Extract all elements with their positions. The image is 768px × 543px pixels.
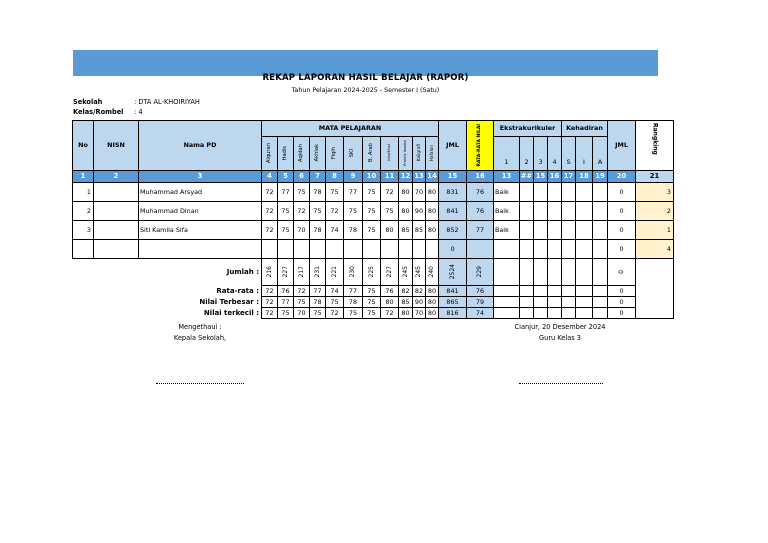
ekstra-spacer-3 [534,137,548,154]
summary-label: Nilai Terbesar : [199,297,259,306]
left-signature-block [150,323,250,342]
student-ekstra: Baik [494,221,520,240]
student-no: 2 [73,202,94,221]
grades-table [72,120,674,319]
column-number: 6 [294,171,310,183]
student-row [73,183,674,202]
summary-empty [593,308,608,319]
summary-ranking-empty [636,259,674,319]
summary-empty [548,297,562,308]
header-subject-ski: SKI [344,137,363,171]
student-hadir [576,221,593,240]
student-score: 74 [326,221,344,240]
student-score: 72 [381,183,399,202]
student-ekstra [520,221,534,240]
summary-empty [534,308,548,319]
student-nisn [94,221,139,240]
summary-value: 75 [363,297,381,308]
summary-value: 77 [344,286,363,297]
hadir-spacer-a [593,137,608,154]
summary-value: 75 [363,286,381,297]
right-sig-line1: Cianjur, 20 Desember 2024 [514,323,606,331]
summary-empty [562,297,576,308]
column-number: 9 [344,171,363,183]
student-name: Muhammad Dinan [139,202,262,221]
student-jml: 0 [439,240,467,259]
student-nisn [94,183,139,202]
student-score: 70 [413,183,426,202]
student-hadir [576,240,593,259]
summary-value: 245 [413,259,426,286]
student-score [344,240,363,259]
header-jml2: JML [608,121,636,171]
summary-value: 77 [310,286,326,297]
summary-empty [520,286,534,297]
summary-value: 72 [262,286,278,297]
summary-value: 78 [310,297,326,308]
student-score: 85 [399,221,413,240]
summary-empty [520,259,534,286]
student-score: 75 [363,183,381,202]
summary-row-rata [73,286,674,297]
report-title: REKAP LAPORAN HASIL BELAJAR (RAPOR) [262,73,469,83]
student-name: Siti Kamila Sifa [139,221,262,240]
student-score [278,240,294,259]
summary-label: Rata-rata : [216,286,259,295]
header-no: No [73,121,94,171]
student-score [363,240,381,259]
student-score: 75 [381,202,399,221]
column-number-row [73,171,674,183]
summary-value: 72 [326,308,344,319]
student-score [381,240,399,259]
hadir-spacer-s [562,137,576,154]
student-score [413,240,426,259]
summary-row-min [73,308,674,319]
student-score [426,240,439,259]
student-score: 75 [310,202,326,221]
column-number: 15 [534,171,548,183]
student-score: 80 [426,221,439,240]
summary-empty [520,297,534,308]
summary-empty [494,308,520,319]
student-score: 80 [399,183,413,202]
summary-value: 80 [426,297,439,308]
student-ekstra [534,183,548,202]
student-score: 90 [413,202,426,221]
student-name: Muhammad Arsyad [139,183,262,202]
summary-jml2: 0 [608,297,636,308]
header-ekstrakurikuler: Ekstrakurikuler [494,121,562,137]
summary-empty [494,286,520,297]
student-hadir [593,202,608,221]
student-row [73,221,674,240]
student-average: 76 [467,202,494,221]
header-ekstra-1: 1 [494,154,520,171]
ekstra-spacer-4 [548,137,562,154]
summary-jml2: 0 [608,259,636,286]
student-ekstra [534,240,548,259]
right-sig-line2: Guru Kelas 3 [539,334,581,342]
summary-average: 74 [467,308,494,319]
summary-value: 231 [310,259,326,286]
summary-jml: 2524 [439,259,467,286]
summary-value: 77 [278,297,294,308]
header-subject-kaligrafi: Kaligrafi [413,137,426,171]
ekstra-spacer-2 [520,137,534,154]
student-score: 77 [278,183,294,202]
student-hadir [562,202,576,221]
student-jml2: 0 [608,183,636,202]
student-ranking: 2 [636,202,674,221]
student-no: 1 [73,183,94,202]
student-ekstra [548,183,562,202]
summary-value: 75 [326,297,344,308]
column-number: 20 [608,171,636,183]
student-ekstra [520,202,534,221]
header-subject-hadis: Hadis [278,137,294,171]
summary-jml2: 0 [608,286,636,297]
column-number: 4 [262,171,278,183]
summary-empty [548,286,562,297]
student-average [467,240,494,259]
column-number: 10 [363,171,381,183]
summary-value: 70 [413,308,426,319]
column-number: 2 [94,171,139,183]
student-ekstra [548,221,562,240]
header-subject-akhlak: Akhlak [310,137,326,171]
student-hadir [562,183,576,202]
student-row [73,240,674,259]
student-no: 3 [73,221,94,240]
student-ekstra [494,240,520,259]
student-row [73,202,674,221]
summary-value: 85 [399,297,413,308]
student-ekstra [520,240,534,259]
summary-value: 75 [278,308,294,319]
summary-value: 70 [294,308,310,319]
column-number: 16 [467,171,494,183]
student-score: 80 [381,221,399,240]
student-ekstra [520,183,534,202]
summary-value: 75 [294,297,310,308]
class-value: : 4 [134,108,143,116]
student-jml: 841 [439,202,467,221]
hadir-spacer-i [576,137,593,154]
summary-value: 74 [326,286,344,297]
column-number: 5 [278,171,294,183]
summary-empty [593,286,608,297]
student-jml: 831 [439,183,467,202]
summary-value: 217 [294,259,310,286]
student-score: 72 [326,202,344,221]
student-score: 72 [262,183,278,202]
summary-value: 227 [278,259,294,286]
column-number: 13 [494,171,520,183]
summary-value: 80 [399,308,413,319]
summary-empty [534,286,548,297]
column-number: 7 [310,171,326,183]
class-info [73,108,143,116]
column-number: 1 [73,171,94,183]
summary-value: 225 [363,259,381,286]
summary-empty [548,308,562,319]
summary-empty [548,259,562,286]
summary-average: 76 [467,286,494,297]
summary-jml2: 0 [608,308,636,319]
student-score: 78 [344,221,363,240]
student-ekstra [548,240,562,259]
column-number: 13 [413,171,426,183]
column-number: 17 [562,171,576,183]
summary-value: 75 [310,308,326,319]
student-ranking: 4 [636,240,674,259]
header-hadir-a: A [593,154,608,171]
summary-value: 230 [344,259,363,286]
summary-label: Nilai terkecil : [203,308,259,317]
column-number: 8 [326,171,344,183]
summary-average: 79 [467,297,494,308]
student-ranking: 3 [636,183,674,202]
student-hadir [576,202,593,221]
summary-row-max [73,297,674,308]
summary-value: 80 [381,297,399,308]
student-score: 70 [294,221,310,240]
student-hadir [576,183,593,202]
student-ekstra: Baik [494,183,520,202]
student-score: 72 [294,202,310,221]
header-mata-pelajaran: MATA PELAJARAN [262,121,439,137]
summary-value: 72 [294,286,310,297]
header-ekstra-4: 4 [548,154,562,171]
report-subtitle: Tahun Pelajaran 2024-2025 - Semester I (Satu) [291,87,440,94]
student-score: 72 [262,202,278,221]
summary-empty [593,297,608,308]
summary-empty [534,297,548,308]
header-ekstra-2: 2 [520,154,534,171]
student-score [262,240,278,259]
header-hadir-s: S [562,154,576,171]
right-signature-block [500,323,620,342]
student-jml2: 0 [608,240,636,259]
header-rata-rata: RATA-RATA NILAI [467,121,494,171]
header-subject-praktik: Praktik Ibadah [399,137,413,171]
summary-empty [494,259,520,286]
student-score: 75 [294,183,310,202]
student-score [294,240,310,259]
left-sig-line1: Mengethaui : [178,323,222,331]
summary-value: 240 [426,259,439,286]
summary-empty [576,286,593,297]
summary-label: Jumlah : [226,267,259,276]
student-score: 75 [278,202,294,221]
header-nama: Nama PD [139,121,262,171]
summary-empty [562,308,576,319]
student-ekstra: Baik [494,202,520,221]
summary-value: 75 [363,308,381,319]
student-score [310,240,326,259]
student-average: 76 [467,183,494,202]
student-score: 80 [426,183,439,202]
summary-empty [562,286,576,297]
header-subject-aqidah: Aqidah [294,137,310,171]
column-number: 11 [381,171,399,183]
summary-value: 221 [326,259,344,286]
student-score: 78 [310,221,326,240]
header-subject-fiqih: Fiqih [326,137,344,171]
student-score: 80 [399,202,413,221]
summary-empty [576,259,593,286]
left-signature-line [156,383,244,384]
summary-value: 78 [344,297,363,308]
summary-value: 72 [262,308,278,319]
student-nisn [94,202,139,221]
column-number: 15 [439,171,467,183]
column-number: 14 [426,171,439,183]
student-hadir [562,221,576,240]
school-value: : DTA AL-KHOIRIYAH [134,98,200,106]
school-info [73,98,200,106]
summary-empty [520,308,534,319]
left-sig-line2: Kepala Sekolah, [173,334,227,342]
header-subject-b-arab: B. Arab [363,137,381,171]
student-ekstra [534,221,548,240]
summary-average: 229 [467,259,494,286]
column-number: 19 [593,171,608,183]
student-ekstra [534,202,548,221]
student-ranking: 1 [636,221,674,240]
summary-jml: 816 [439,308,467,319]
header-kehadiran: Kehadiran [562,121,608,137]
summary-value: 76 [381,286,399,297]
class-label: Kelas/Rombel [73,108,124,116]
header-nisn: NISN [94,121,139,171]
summary-value: 72 [381,308,399,319]
school-label: Sekolah [73,98,103,106]
summary-value: 216 [262,259,278,286]
student-score [399,240,413,259]
summary-empty [576,297,593,308]
header-hadir-i: I [576,154,593,171]
student-jml2: 0 [608,221,636,240]
summary-empty [593,259,608,286]
student-score: 72 [262,221,278,240]
column-number: 18 [576,171,593,183]
summary-empty [562,259,576,286]
header-jml: JML [439,121,467,171]
student-score: 80 [426,202,439,221]
summary-value: 82 [413,286,426,297]
summary-empty [576,308,593,319]
summary-jml: 841 [439,286,467,297]
summary-empty [534,259,548,286]
header-subject-hafalan: Hafalan [426,137,439,171]
student-score: 77 [344,183,363,202]
summary-empty [494,297,520,308]
student-hadir [593,240,608,259]
student-score: 75 [326,183,344,202]
student-ekstra [548,202,562,221]
student-name [139,240,262,259]
summary-value: 75 [344,308,363,319]
column-number: 16 [548,171,562,183]
student-nisn [94,240,139,259]
header-ekstra-3: 3 [534,154,548,171]
student-no [73,240,94,259]
header-subject-imla: Imla/Khat [381,137,399,171]
summary-value: 245 [399,259,413,286]
right-signature-line [519,383,603,384]
student-score: 75 [363,202,381,221]
summary-value: 76 [278,286,294,297]
student-score: 78 [310,183,326,202]
student-hadir [593,183,608,202]
column-number: 12 [399,171,413,183]
column-number: 3 [139,171,262,183]
student-score [326,240,344,259]
student-jml2: 0 [608,202,636,221]
summary-value: 90 [413,297,426,308]
summary-jml: 865 [439,297,467,308]
header-subject-alquran: Alquran [262,137,278,171]
student-score: 75 [363,221,381,240]
student-score: 85 [413,221,426,240]
column-number: ## [520,171,534,183]
summary-value: 82 [399,286,413,297]
student-score: 75 [344,202,363,221]
student-average: 77 [467,221,494,240]
summary-value: 80 [426,286,439,297]
ekstra-spacer-1 [494,137,520,154]
summary-value: 72 [262,297,278,308]
student-score: 75 [278,221,294,240]
student-jml: 852 [439,221,467,240]
student-hadir [593,221,608,240]
column-number: 21 [636,171,674,183]
summary-row-jumlah [73,259,674,286]
header-ranking: Rangking [636,121,674,171]
summary-value: 80 [426,308,439,319]
summary-value: 227 [381,259,399,286]
student-hadir [562,240,576,259]
